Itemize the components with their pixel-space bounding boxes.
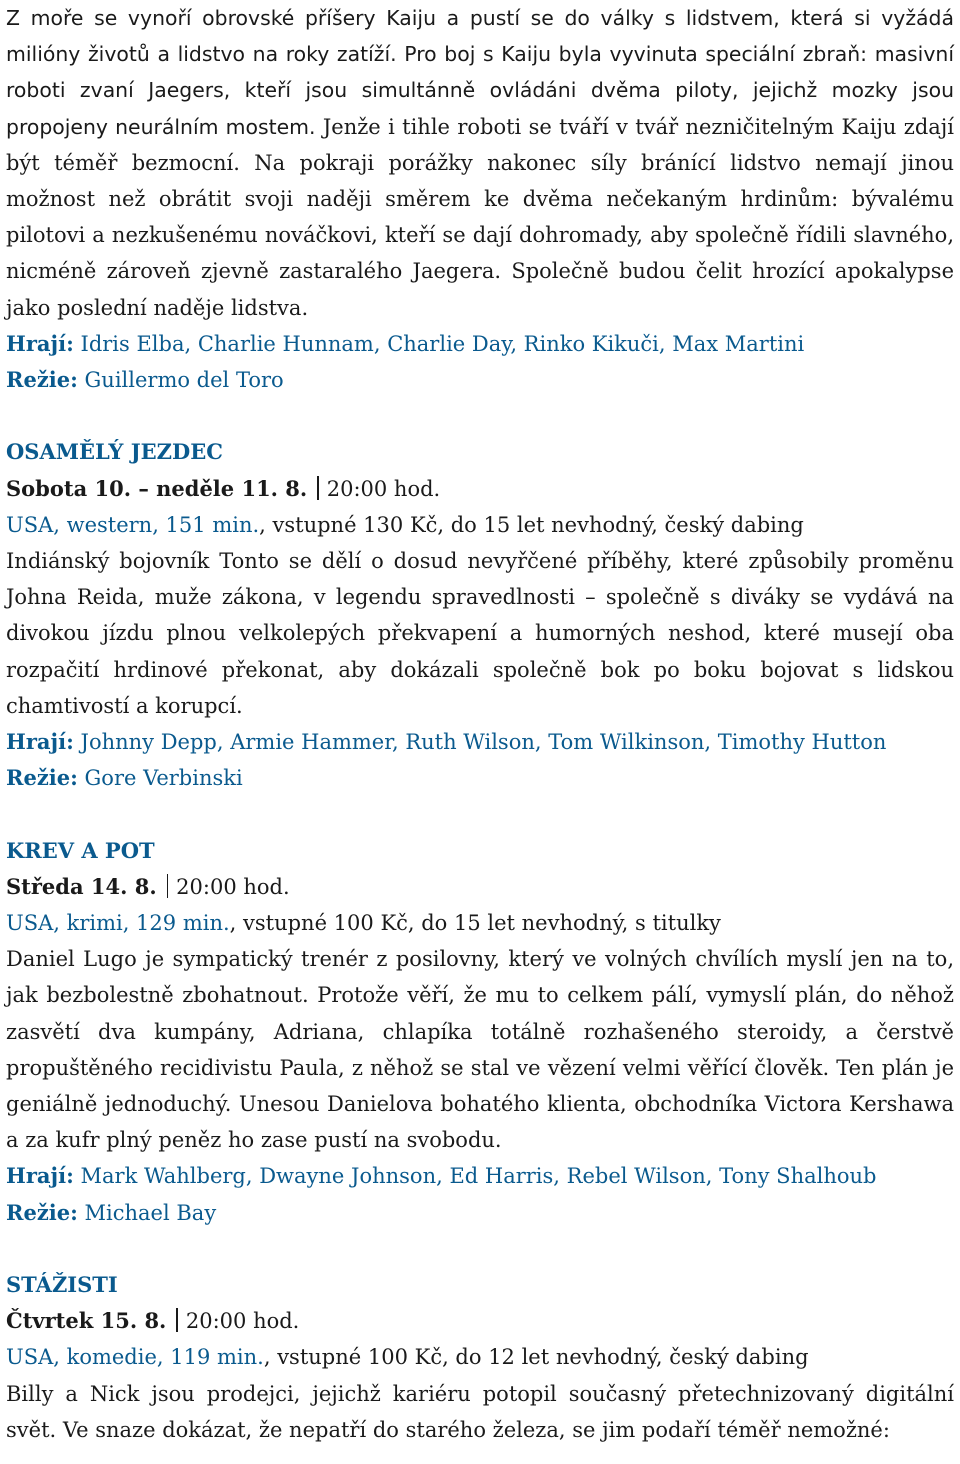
screening-time: 20:00 hod. (326, 476, 441, 501)
director-name: Guillermo del Toro (84, 368, 284, 393)
film-info-rest: , vstupné 130 Kč, do 15 let nevhodný, český dabing (259, 512, 804, 537)
cast-line (6, 326, 954, 362)
cast-line (6, 724, 954, 760)
film-description (6, 0, 954, 326)
screening-date: Středa 14. 8. (6, 873, 157, 899)
film-info (6, 507, 954, 543)
director-line (6, 760, 954, 796)
screening-line (6, 471, 954, 507)
film-pacific-rim (6, 0, 954, 398)
film-osamely-jezdec (6, 434, 954, 796)
film-info (6, 905, 954, 941)
cast-list: Johnny Depp, Armie Hammer, Ruth Wilson, Tom Wilkinson, Timothy Hutton (80, 730, 887, 755)
cast-label: Hrají: (6, 1163, 74, 1189)
film-info-rest: , vstupné 100 Kč, do 12 let nevhodný, český dabing (263, 1345, 809, 1370)
cast-label: Hrají: (6, 729, 74, 755)
cast-list: Mark Wahlberg, Dwayne Johnson, Ed Harris, Rebel Wilson, Tony Shalhoub (80, 1164, 877, 1189)
director-line (6, 1195, 954, 1231)
film-stazisti (6, 1267, 954, 1448)
screening-line (6, 869, 954, 905)
separator (176, 1308, 178, 1332)
film-krev-a-pot (6, 833, 954, 1231)
film-info-lead: USA, western, 151 min. (6, 512, 260, 537)
description-part-1: Z moře se vynoří obrovské příšery Kaiju a pustí se do války s lidstvem, která si vyžádá milióny životů a lidstvo na roky zatíží. Pro boj s Kaiju byla vyvinuta speciální zbraň: masivní roboti zvaní Jaegers, kteří jsou simultánně ovládáni dvěma piloty, jejichž mozky jsou propojeny neurálním mostem. (6, 6, 954, 139)
film-title: STÁŽISTI (6, 1272, 118, 1298)
director-name: Gore Verbinski (84, 766, 243, 791)
director-label: Režie: (6, 765, 78, 791)
film-info-rest: , vstupné 100 Kč, do 15 let nevhodný, s titulky (229, 911, 721, 936)
film-info-lead: USA, komedie, 119 min. (6, 1345, 264, 1370)
director-label: Režie: (6, 1199, 78, 1225)
director-label: Režie: (6, 367, 78, 393)
cast-list: Idris Elba, Charlie Hunnam, Charlie Day, Rinko Kikuči, Max Martini (80, 331, 805, 356)
director-name: Michael Bay (84, 1200, 217, 1225)
separator (167, 874, 169, 898)
film-title: OSAMĚLÝ JEZDEC (6, 439, 223, 465)
description-part-2: Jenže i tihle roboti se tváří v tvář nezničitelným Kaiju zdají být téměř bezmocní. Na pokraji porážky nakonec síly bránící lidstvo nemají jinou možnost než obrátit svoji naději směrem ke dvěma nečekaným hrdinům: bývalému pilotovi a nezkušenému nováčkovi, kteří se dají dohromady, aby společně řídili slavného, nicméně zároveň zjevně zastaralého Jaegera. Společně budou čelit hrozící apokalypse jako poslední naděje lidstva. (6, 114, 955, 320)
screening-date: Čtvrtek 15. 8. (6, 1308, 167, 1334)
separator (317, 476, 319, 500)
film-description: Billy a Nick jsou prodejci, jejichž kariéru potopil současný přetechnizovaný digitální svět. Ve snaze dokázat, že nepatří do starého železa, se jim podaří téměř nemožné: (6, 1381, 954, 1442)
film-description: Daniel Lugo je sympatický trenér z posilovny, který ve volných chvílích myslí jen na to, jak bezbolestně zbohatnout. Protože věří, že mu to celkem pálí, vymyslí plán, do něhož zasvětí dva kumpány, Adriana, chlapíka totálně rozhašeného steroidy, a čerstvě propuštěného recidivistu Paula, z něhož se stal ve vězení velmi věřící člověk. Ten plán je geniálně jednoduchý. Unesou Danielova bohatého klienta, obchodníka Victora Kershawa a za kufr plný peněz ho zase pustí na svobodu. (6, 947, 954, 1153)
screening-time: 20:00 hod. (176, 874, 290, 899)
screening-date: Sobota 10. – neděle 11. 8. (6, 475, 308, 501)
film-title: KREV A POT (6, 837, 155, 863)
screening-time: 20:00 hod. (185, 1309, 300, 1334)
screening-line (6, 1303, 954, 1339)
cast-label: Hrají: (6, 330, 74, 356)
film-info (6, 1339, 954, 1375)
director-line (6, 362, 954, 398)
cast-line (6, 1158, 954, 1194)
film-description: Indiánský bojovník Tonto se dělí o dosud nevyřčené příběhy, které způsobily proměnu Johna Reida, muže zákona, v legendu spravedlnosti – společně s diváky se vydává na divokou jízdu plnou velkolepých překvapení a humorných neshod, které musejí oba rozpačití hrdinové překonat, aby dokázali společně bok po boku bojovat s lidskou chamtivostí a korupcí. (6, 549, 954, 718)
film-info-lead: USA, krimi, 129 min. (6, 911, 230, 936)
